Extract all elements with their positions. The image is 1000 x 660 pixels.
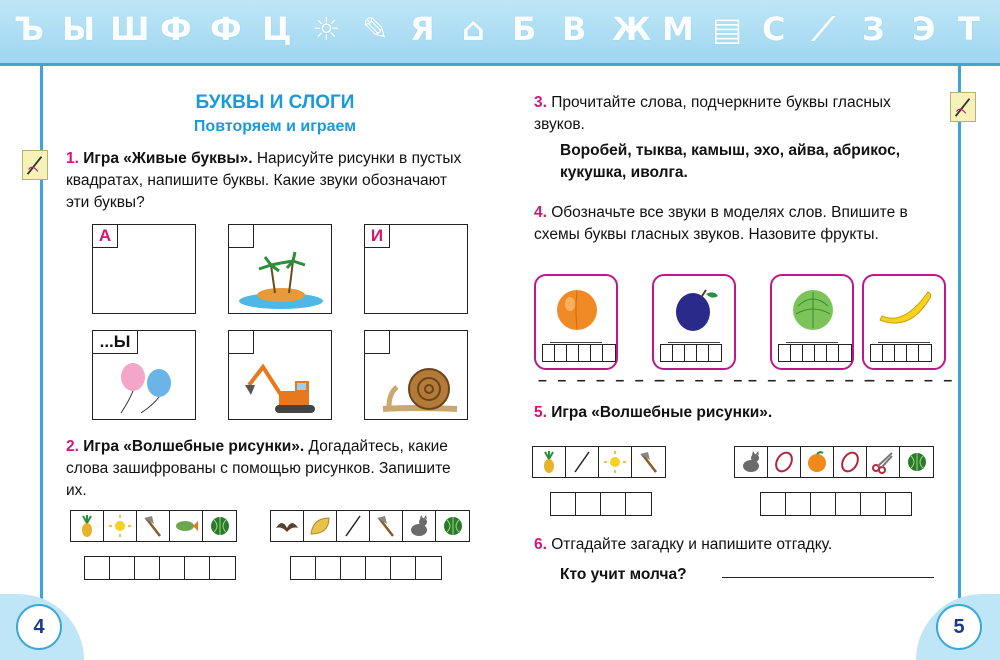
letter-deco-icon: М [662, 10, 694, 48]
pencil-icon [950, 92, 976, 122]
pencil-deco-icon: ✎ [362, 10, 389, 48]
fruit-card [770, 274, 854, 370]
sound-model[interactable] [542, 344, 616, 362]
picture-strip [532, 446, 666, 478]
excavator-icon [239, 357, 325, 417]
watermelon-icon [436, 511, 469, 541]
task-text: Обозначьте все звуки в моделях слов. Впишите в схемы буквы гласных звуков. Назовите фрукты. [534, 204, 908, 243]
letter-box[interactable] [228, 224, 254, 248]
word-list: Воробей, тыква, камыш, эхо, айва, абрикос, кукушка, иволга. [560, 142, 901, 181]
letter-deco-icon: Ф [160, 10, 192, 48]
task-text: Догадайтесь, какие слова зашифрованы с помощью рисунков. Запишите их. [66, 438, 451, 499]
letter-box-text: ...Ы [99, 332, 131, 351]
letter-deco-icon: Я [410, 10, 435, 48]
watermelon-icon [900, 447, 933, 477]
plum-icon [666, 282, 724, 334]
house-deco-icon: ⌂ [462, 10, 485, 48]
letter-deco-icon: В [562, 10, 587, 48]
sun-icon [599, 447, 632, 477]
pencil-icon [22, 150, 48, 180]
letter-box[interactable] [364, 330, 390, 354]
o-icon [834, 447, 867, 477]
o-icon [768, 447, 801, 477]
sound-model[interactable] [778, 344, 852, 362]
dash-row: – – – – – [866, 372, 956, 389]
letter-deco-icon: Ы [62, 10, 96, 48]
bat-icon [271, 511, 304, 541]
letter-box[interactable] [92, 330, 138, 354]
picture-strip [70, 510, 237, 542]
slash-icon [337, 511, 370, 541]
letter-deco-icon: З [862, 10, 885, 48]
task-text: Отгадайте загадку и напишите отгадку. [551, 536, 833, 553]
watermelon-icon [203, 511, 236, 541]
letter-deco-icon: С [762, 10, 786, 48]
task-1 [66, 148, 464, 214]
fruit-card [862, 274, 946, 370]
letter-square[interactable] [228, 330, 332, 420]
task-2 [66, 436, 466, 502]
apricot-icon [548, 282, 606, 334]
answer-cells[interactable] [290, 556, 442, 580]
letter-square[interactable] [228, 224, 332, 314]
task-heading: Игра «Живые буквы». [83, 150, 253, 167]
dash-row: – – – – – – – [748, 372, 876, 389]
task-4 [534, 202, 934, 246]
task-heading: Игра «Волшебные рисунки». [83, 438, 305, 455]
slash-icon [566, 447, 599, 477]
page-subtitle: Повторяем и играем [193, 118, 357, 135]
letter-deco-icon: Ж [612, 10, 652, 48]
letter-deco-icon: Ш [110, 10, 150, 48]
page-title: БУКВЫ И СЛОГИ [195, 92, 355, 113]
letter-square[interactable] [364, 330, 468, 420]
banana-icon [876, 282, 934, 334]
task-text: Нарисуйте рисунки в пустых квадратах, напишите буквы. Какие звуки обозначают эти буквы? [66, 150, 462, 211]
answer-cells[interactable] [84, 556, 236, 580]
dash-row: – – – – – [656, 372, 746, 389]
letter-deco-icon: Ц [262, 10, 292, 48]
sun-icon [104, 511, 137, 541]
axe-icon [370, 511, 403, 541]
sound-model[interactable] [870, 344, 932, 362]
pineapple-icon [71, 511, 104, 541]
letter-deco-icon: Т [958, 10, 980, 48]
answer-line[interactable] [722, 577, 934, 578]
task-number: 1. [66, 150, 79, 167]
ruler-deco-icon: ⟋ [812, 10, 835, 48]
letter-square[interactable] [92, 224, 196, 314]
task-number: 5. [534, 404, 547, 421]
fruit-card [652, 274, 736, 370]
letter-box[interactable] [228, 330, 254, 354]
task-5 [534, 402, 934, 424]
letter-box[interactable]: И [364, 224, 390, 248]
picture-strip [734, 446, 934, 478]
page-number: 5 [936, 604, 982, 650]
task-number: 2. [66, 438, 79, 455]
fruit-card [534, 274, 618, 370]
leaf-icon [304, 511, 337, 541]
cat-icon [403, 511, 436, 541]
letter-square[interactable] [92, 330, 196, 420]
task-6 [534, 534, 934, 556]
axe-icon [137, 511, 170, 541]
task-heading: Игра «Волшебные рисунки». [551, 404, 773, 421]
letter-deco-icon: Э [912, 10, 936, 48]
riddle-text: Кто учит молча? [560, 566, 687, 583]
sun-deco-icon: ☼ [312, 10, 341, 48]
book-deco-icon: ▤ [712, 10, 743, 48]
answer-cells[interactable] [760, 492, 912, 516]
pineapple-icon [533, 447, 566, 477]
letter-deco-icon: Ф [210, 10, 242, 48]
right-margin-line [958, 66, 961, 626]
letter-deco-icon: Б [512, 10, 537, 48]
task-number: 6. [534, 536, 547, 553]
letter-box[interactable]: А [92, 224, 118, 248]
balloons-icon [107, 359, 187, 417]
letter-deco-icon: Ъ [14, 10, 45, 48]
cabbage-icon [784, 282, 842, 334]
task-number: 3. [534, 94, 547, 111]
island-icon [237, 249, 325, 311]
header-band [0, 0, 1000, 66]
fish-icon [170, 511, 203, 541]
sound-model[interactable] [660, 344, 722, 362]
picture-strip [270, 510, 470, 542]
letter-square[interactable] [364, 224, 468, 314]
task-3 [534, 92, 934, 136]
page-number: 4 [16, 604, 62, 650]
snail-icon [379, 359, 463, 417]
cat-icon [735, 447, 768, 477]
axe-icon [632, 447, 665, 477]
scissors-icon [867, 447, 900, 477]
dash-row: – – – – – – – [538, 372, 666, 389]
answer-cells[interactable] [550, 492, 652, 516]
task-number: 4. [534, 204, 547, 221]
orange-icon [801, 447, 834, 477]
task-text: Прочитайте слова, подчеркните буквы гласных звуков. [534, 94, 891, 133]
